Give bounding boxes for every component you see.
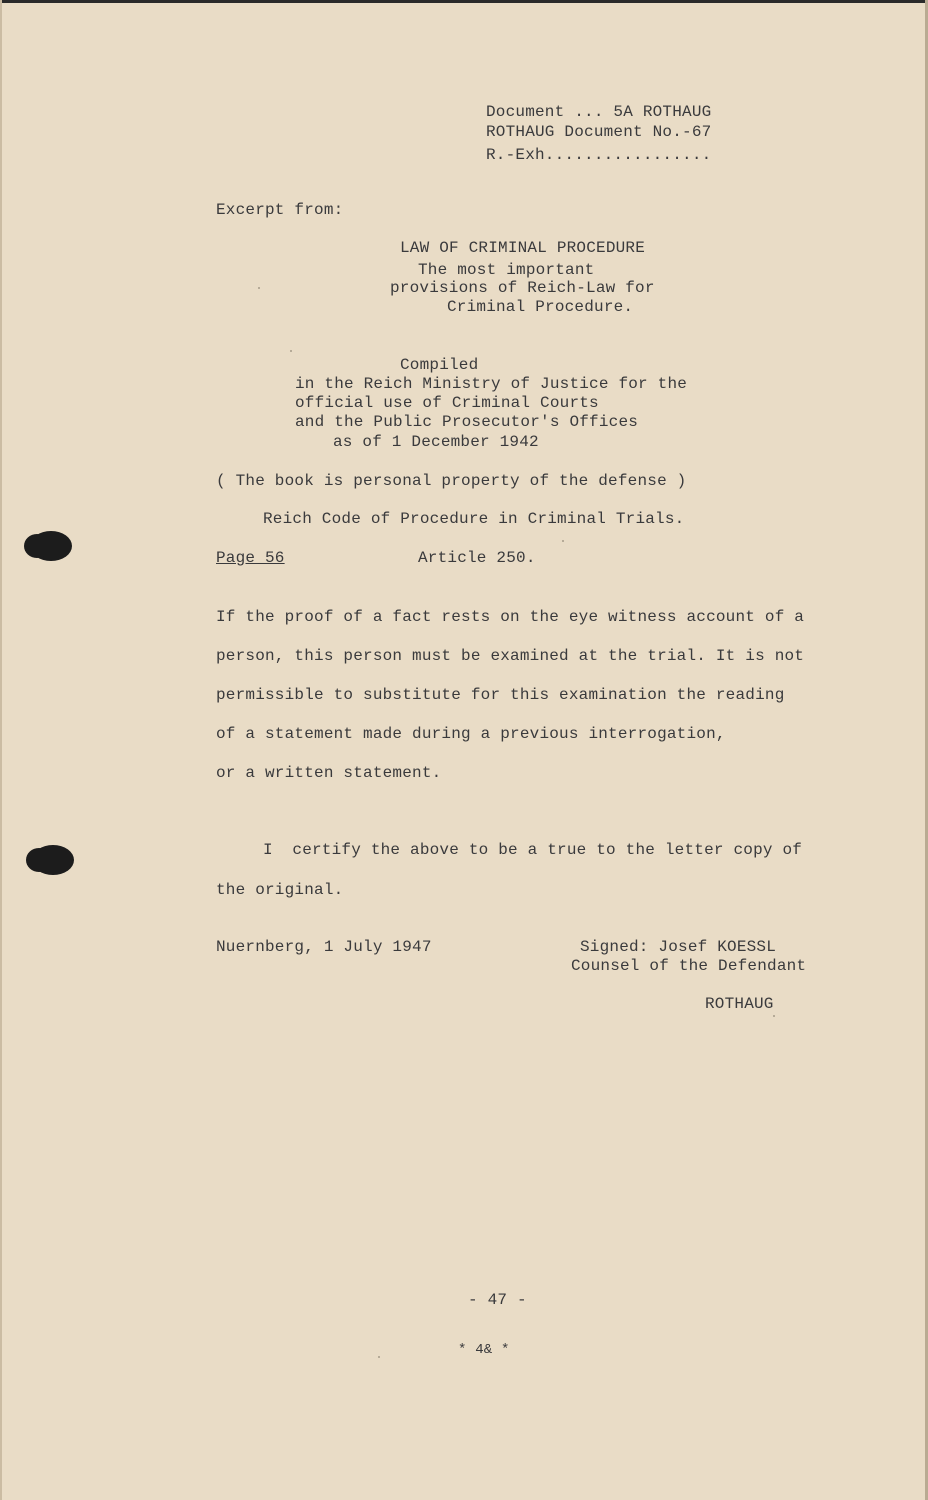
code-title: Reich Code of Procedure in Criminal Trials. [263, 510, 685, 528]
certify-line-1: I certify the above to be a true to the letter copy of [263, 841, 803, 859]
signature-line-2: Counsel of the Defendant [571, 957, 807, 975]
paper-speck [562, 540, 564, 542]
compiled-line-4: and the Public Prosecutor's Offices [295, 413, 639, 431]
archive-stamp: * 4& * [458, 1342, 510, 1358]
paper-speck [290, 350, 292, 352]
body-line-2: person, this person must be examined at the trial. It is not [216, 647, 805, 665]
header-rothaug-doc-no: ROTHAUG Document No.-67 [486, 123, 712, 141]
paper-speck [258, 287, 260, 289]
certify-line-2: the original. [216, 881, 344, 899]
signature-line-1: Signed: Josef KOESSL [580, 938, 777, 956]
punch-hole-bottom [32, 845, 74, 875]
paper-speck [773, 1015, 775, 1017]
title-law: LAW OF CRIMINAL PROCEDURE [400, 239, 646, 257]
body-line-1: If the proof of a fact rests on the eye witness account of a [216, 608, 805, 626]
page-left-edge [0, 0, 2, 1500]
title-line-3: provisions of Reich-Law for [390, 279, 655, 297]
excerpt-intro: Excerpt from: [216, 201, 344, 219]
ownership-note: ( The book is personal property of the defense ) [216, 472, 687, 490]
page-top-edge [0, 0, 928, 3]
punch-hole-top [30, 531, 72, 561]
page-reference: Page 56 [216, 549, 285, 567]
article-heading: Article 250. [418, 549, 536, 567]
body-line-5: or a written statement. [216, 764, 442, 782]
compiled-line-5: as of 1 December 1942 [333, 433, 539, 451]
page-number: - 47 - [468, 1291, 527, 1309]
title-line-2: The most important [418, 261, 595, 279]
body-line-3: permissible to substitute for this examination the reading [216, 686, 785, 704]
header-document-ref: Document ... 5A ROTHAUG [486, 103, 712, 121]
compiled-heading: Compiled [400, 356, 479, 374]
signature-line-3: ROTHAUG [705, 995, 774, 1013]
compiled-line-3: official use of Criminal Courts [295, 394, 599, 412]
compiled-line-2: in the Reich Ministry of Justice for the [295, 375, 688, 393]
body-line-4: of a statement made during a previous interrogation, [216, 725, 726, 743]
title-line-4: Criminal Procedure. [447, 298, 634, 316]
header-exhibit: R.-Exh................. [486, 146, 712, 164]
place-and-date: Nuernberg, 1 July 1947 [216, 938, 432, 956]
paper-speck [378, 1356, 380, 1358]
